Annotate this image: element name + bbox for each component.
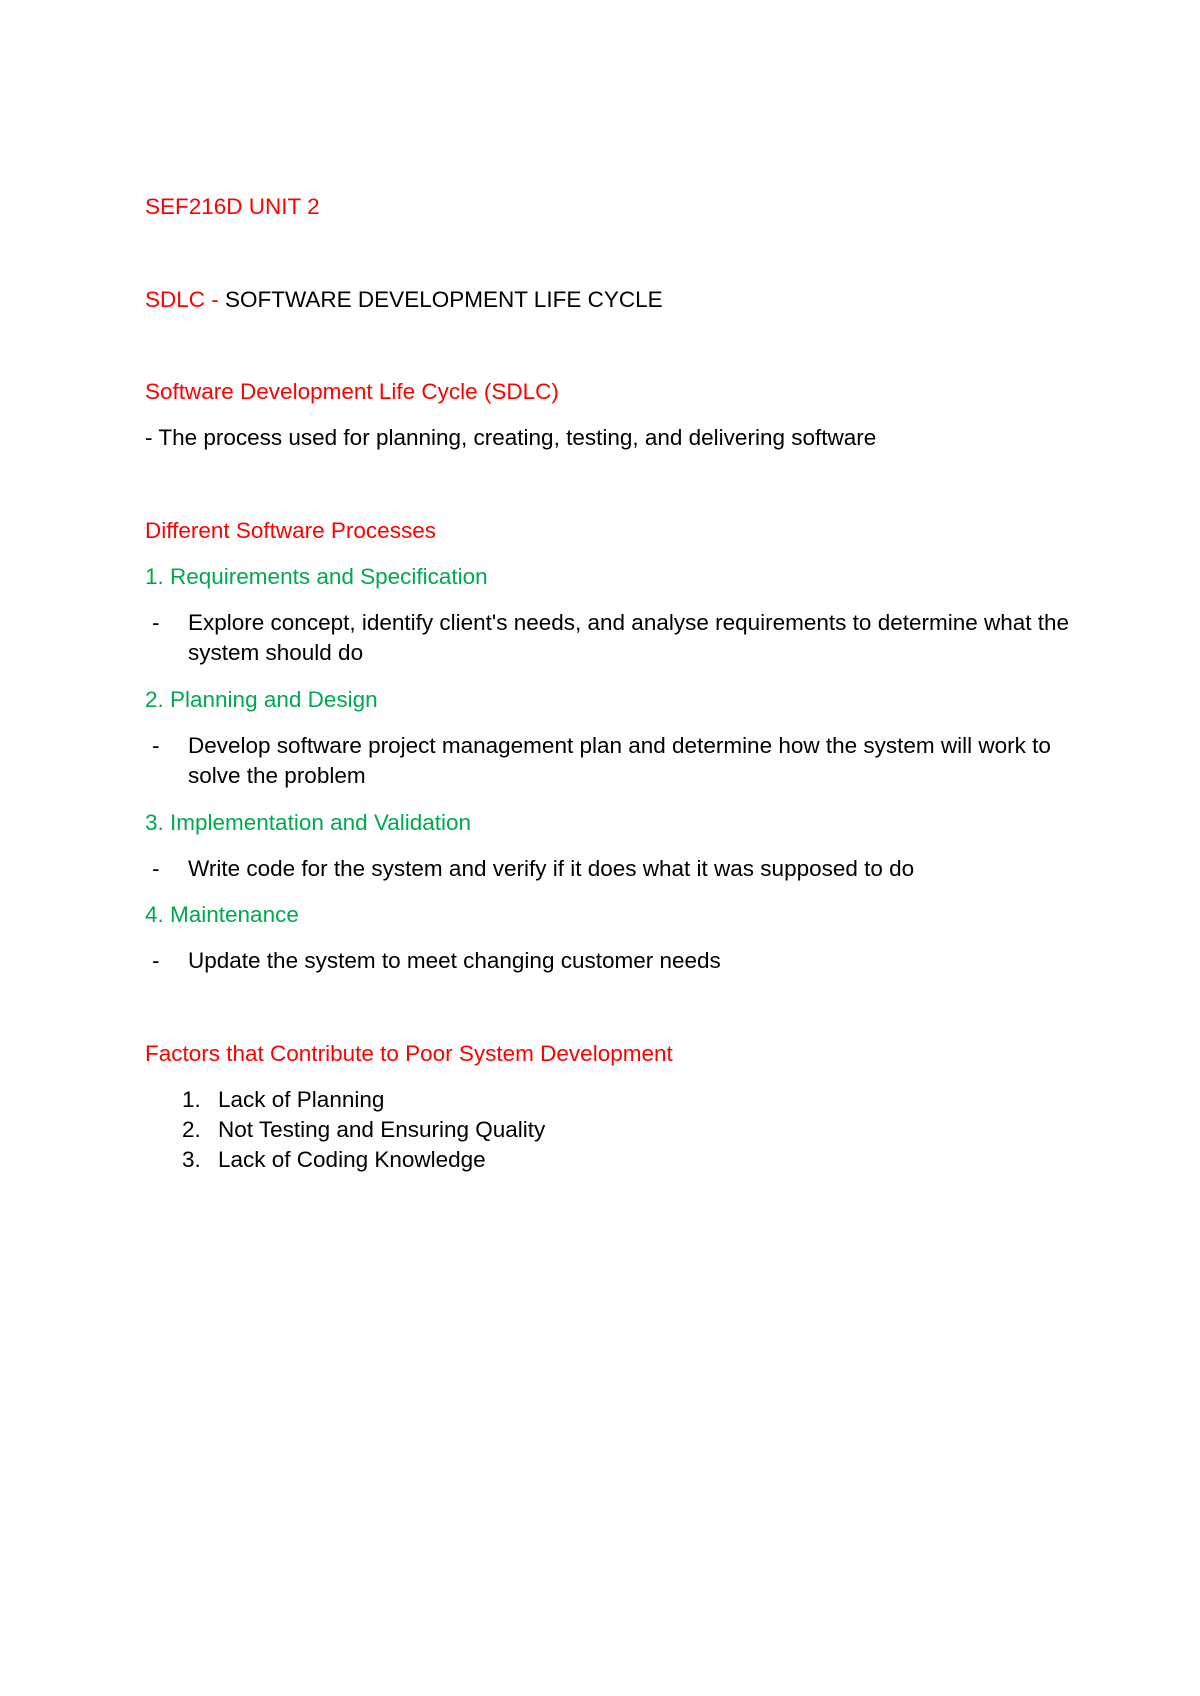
factor-number: 1. bbox=[182, 1087, 201, 1112]
factor-number: 3. bbox=[182, 1147, 201, 1172]
dash-bullet: - bbox=[152, 856, 160, 881]
dash-bullet: - bbox=[152, 733, 160, 758]
factors-heading: Factors that Contribute to Poor System Development bbox=[145, 1041, 673, 1066]
sdlc-definition-heading: Software Development Life Cycle (SDLC) bbox=[145, 379, 559, 404]
process-desc-2 bbox=[145, 731, 1085, 791]
process-desc-3 bbox=[145, 854, 1085, 884]
factor-text: Not Testing and Ensuring Quality bbox=[218, 1117, 546, 1142]
factor-text: Lack of Coding Knowledge bbox=[218, 1147, 486, 1172]
process-desc-4-text: Update the system to meet changing customer needs bbox=[188, 948, 721, 973]
process-title-4: 4. Maintenance bbox=[145, 902, 299, 927]
process-title-3: 3. Implementation and Validation bbox=[145, 810, 472, 835]
process-title-1: 1. Requirements and Specification bbox=[145, 564, 488, 589]
process-desc-3-text: Write code for the system and verify if it does what it was supposed to do bbox=[188, 856, 915, 881]
sdlc-heading bbox=[145, 285, 663, 315]
process-desc-1 bbox=[145, 608, 1085, 668]
process-desc-1-text: Explore concept, identify client's needs, and analyse requirements to determine what the system should do bbox=[188, 610, 1070, 665]
sdlc-abbr: SDLC - bbox=[145, 287, 226, 312]
dash-bullet: - bbox=[152, 610, 160, 635]
process-title-2: 2. Planning and Design bbox=[145, 687, 378, 712]
factor-number: 2. bbox=[182, 1117, 201, 1142]
sdlc-definition-text: - The process used for planning, creating, testing, and delivering software bbox=[145, 425, 877, 450]
unit-title: SEF216D UNIT 2 bbox=[145, 194, 320, 219]
process-desc-2-text: Develop software project management plan and determine how the system will work to solve the problem bbox=[188, 733, 1051, 788]
factor-text: Lack of Planning bbox=[218, 1087, 385, 1112]
process-desc-4 bbox=[145, 946, 1085, 976]
sdlc-full-name: SOFTWARE DEVELOPMENT LIFE CYCLE bbox=[225, 287, 663, 312]
dash-bullet: - bbox=[152, 948, 160, 973]
processes-heading: Different Software Processes bbox=[145, 518, 436, 543]
